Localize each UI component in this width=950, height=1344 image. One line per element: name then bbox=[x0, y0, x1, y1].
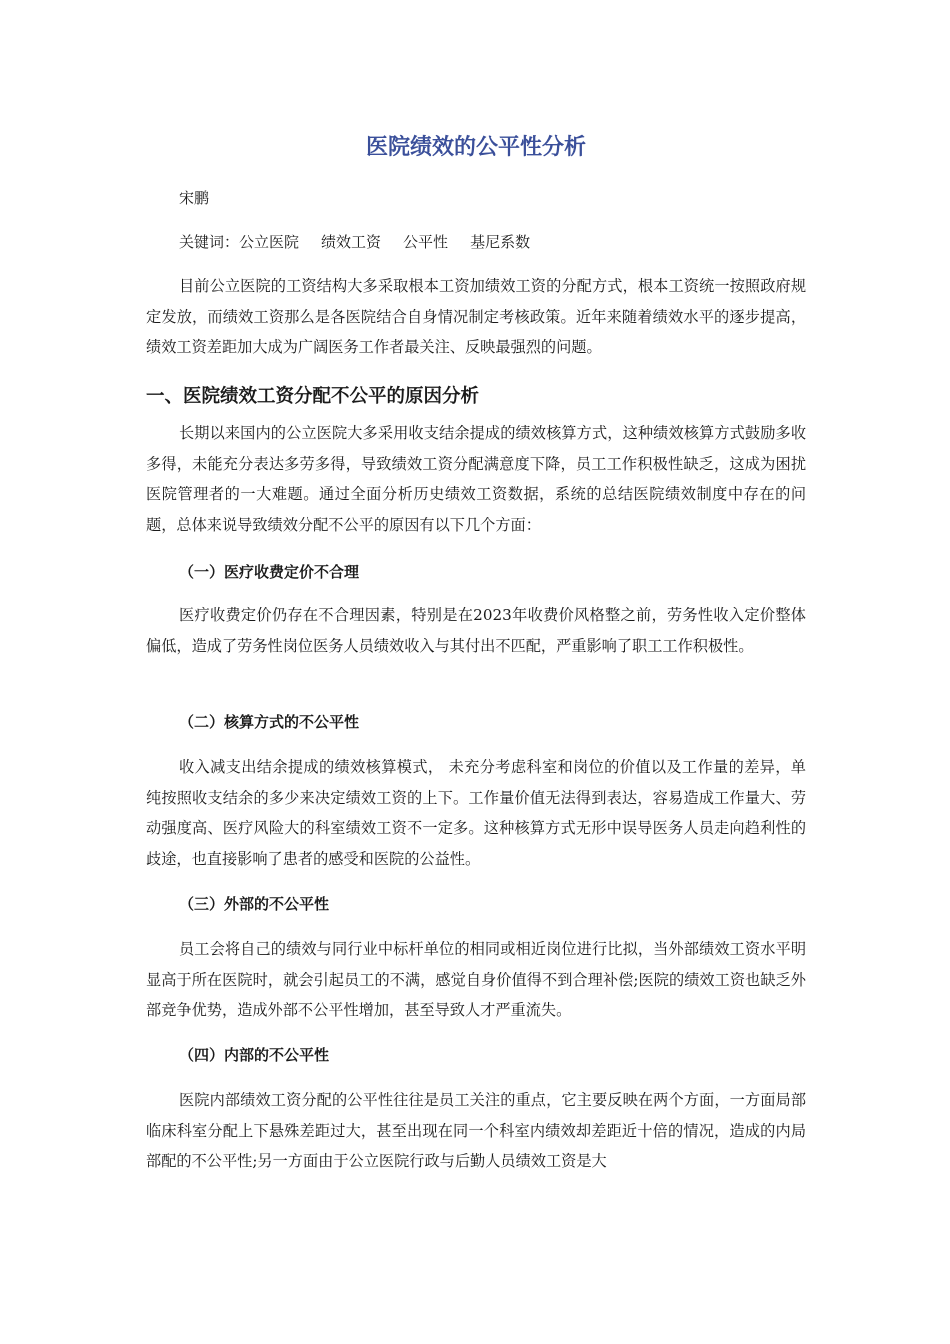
subsection-paragraph: 医疗收费定价仍存在不合理因素，特别是在2023年收费价风格整之前，劳务性收入定价整体偏低，造成了劳务性岗位医务人员绩效收入与其付出不匹配，严重影响了职工工作积极性。 bbox=[146, 606, 806, 655]
keywords-label: 关键词： bbox=[179, 233, 240, 251]
section-heading: 一、医院绩效工资分配不公平的原因分析 bbox=[146, 386, 480, 407]
keyword: 公平性 bbox=[403, 233, 449, 251]
subsection-heading: （二）核算方式的不公平性 bbox=[179, 713, 360, 731]
page-title: 医院绩效的公平性分析 bbox=[365, 135, 586, 160]
subsection-3-heading-block bbox=[146, 892, 806, 916]
keyword: 公立医院 bbox=[239, 233, 300, 251]
subsection-heading: （三）外部的不公平性 bbox=[179, 895, 330, 913]
intro-block bbox=[146, 271, 806, 363]
keyword: 绩效工资 bbox=[321, 233, 382, 251]
intro-paragraph: 目前公立医院的工资结构大多采取根本工资加绩效工资的分配方式，根本工资统一按照政府规定发放，而绩效工资那么是各医院结合自身情况制定考核政策。近年来随着绩效水平的逐步提高，绩效工资差距加大成为广阔医务工作者最关注、反映最强烈的问题。 bbox=[146, 277, 806, 356]
subsection-paragraph: 医院内部绩效工资分配的公平性往往是员工关注的重点，它主要反映在两个方面，一方面局部临床科室分配上下悬殊差距过大，甚至出现在同一个科室内绩效却差距近十倍的情况，造成的内局部配的不公平性;另一方面由于公立医院行政与后勤人员绩效工资是大 bbox=[146, 1091, 806, 1170]
subsection-4-para-block bbox=[146, 1085, 806, 1177]
subsection-1-para-block bbox=[146, 600, 806, 661]
subsection-paragraph: 收入减支出结余提成的绩效核算模式， 未充分考虑科室和岗位的价值以及工作量的差异，单纯按照收支结余的多少来决定绩效工资的上下。工作量价值无法得到表达，容易造成工作量大、劳动强度高、医疗风险大的科室绩效工资不一定多。这种核算方式无形中误导医务人员走向趋利性的歧途，也直接影响了患者的感受和医院的公益性。 bbox=[146, 758, 806, 868]
section-paragraph: 长期以来国内的公立医院大多采用收支结余提成的绩效核算方式，这种绩效核算方式鼓励多收多得，未能充分表达多劳多得，导致绩效工资分配满意度下降，员工工作积极性缺乏，这成为困扰医院管理者的一大难题。通过全面分析历史绩效工资数据，系统的总结医院绩效制度中存在的问题，总体来说导致绩效分配不公平的原因有以下几个方面： bbox=[146, 424, 806, 534]
author: 宋鹏 bbox=[179, 189, 210, 207]
subsection-1-heading-block bbox=[146, 560, 806, 584]
subsection-2-para-block bbox=[146, 752, 806, 874]
section-1-para-block bbox=[146, 418, 806, 540]
keyword: 基尼系数 bbox=[470, 233, 531, 251]
subsection-4-heading-block bbox=[146, 1043, 806, 1067]
subsection-2-heading-block bbox=[146, 710, 806, 734]
subsection-heading: （四）内部的不公平性 bbox=[179, 1046, 330, 1064]
subsection-heading: （一）医疗收费定价不合理 bbox=[179, 563, 360, 581]
subsection-paragraph: 员工会将自己的绩效与同行业中标杆单位的相同或相近岗位进行比拟，当外部绩效工资水平明显高于所在医院时，就会引起员工的不满，感觉自身价值得不到合理补偿;医院的绩效工资也缺乏外部竞争优势，造成外部不公平性增加，甚至导致人才严重流失。 bbox=[146, 940, 806, 1019]
section-1-heading-block bbox=[146, 382, 806, 412]
subsection-3-para-block bbox=[146, 934, 806, 1026]
keywords-line bbox=[179, 230, 552, 254]
